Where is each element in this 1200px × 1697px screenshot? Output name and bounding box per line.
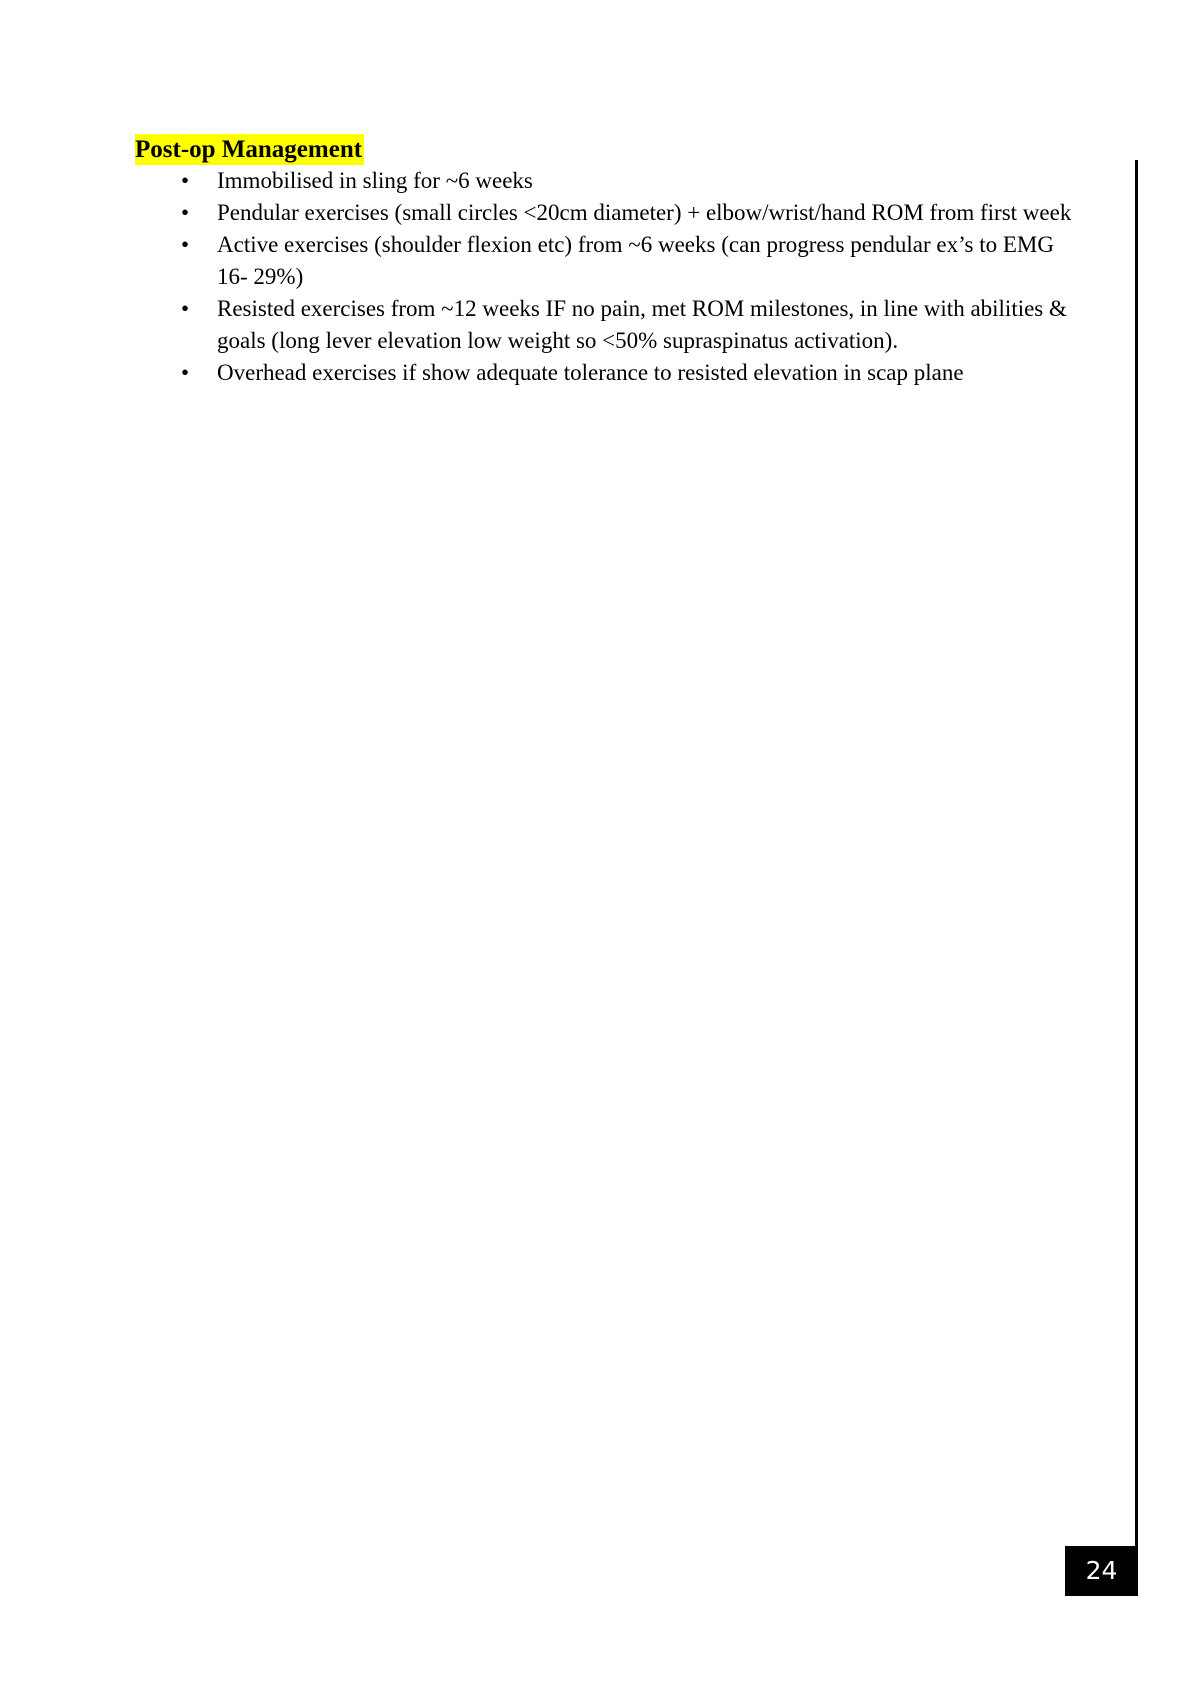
list-item [135,357,1075,389]
bullet-dot-icon: • [181,296,190,321]
list-item [135,229,1075,293]
section-heading: Post-op Management [135,136,363,163]
list-item-text: Active exercises (shoulder flexion etc) from ~6 weeks (can progress pendular ex’s to EMG 16- 29%) [217,232,1054,289]
bullet-dot-icon: • [181,200,190,225]
bullet-dot-icon: • [181,360,190,385]
post-op-section [135,134,1075,389]
bullet-list [135,165,1075,389]
list-item-text: Pendular exercises (small circles <20cm diameter) + elbow/wrist/hand ROM from first week [217,200,1072,225]
list-item-text: Overhead exercises if show adequate tolerance to resisted elevation in scap plane [217,360,964,385]
bullet-dot-icon: • [181,168,190,193]
list-item [135,293,1075,357]
list-item-text: Immobilised in sling for ~6 weeks [217,168,533,193]
page-number: 24 [1065,1546,1138,1596]
page-border-rule [1135,160,1138,1588]
list-item [135,165,1075,197]
list-item-text: Resisted exercises from ~12 weeks IF no pain, met ROM milestones, in line with abilities & goals (long lever elevation low weight so <50% supraspinatus activation). [217,296,1067,353]
bullet-dot-icon: • [181,232,190,257]
list-item [135,197,1075,229]
